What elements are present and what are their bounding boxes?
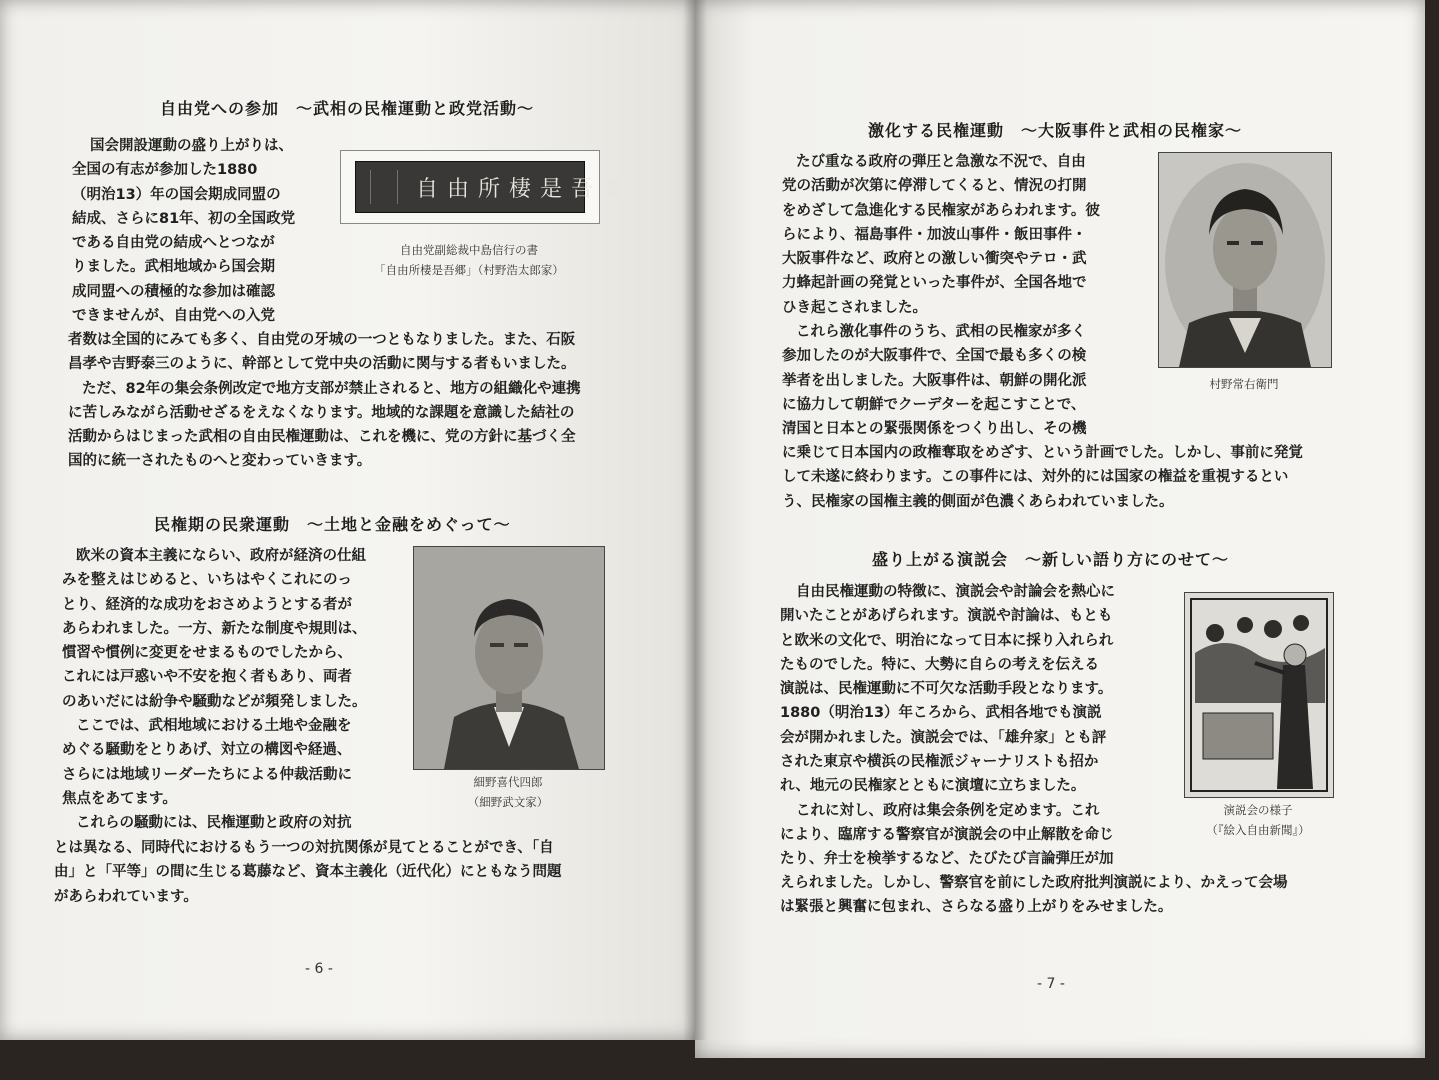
- text-line: 1880（明治13）年ころから、武相各地でも演説: [780, 705, 1102, 722]
- book-gutter: [683, 0, 707, 1040]
- section-body-gekika-full: [782, 441, 1303, 514]
- text-line: これには戸惑いや不安を抱く者もあり、両者: [62, 669, 352, 686]
- text-line: たり、弁士を検挙するなど、たびたび言論弾圧が加: [780, 851, 1114, 868]
- speech-meeting-drawing: [1185, 593, 1333, 797]
- text-line: とり、経済的な成功をおさめようとする者が: [62, 596, 352, 613]
- text-line: 成同盟への積極的な参加は確認: [72, 283, 275, 300]
- text-line: 全国の有志が参加した1880: [72, 162, 258, 179]
- text-line: 慣習や慣例に変更をせまるものでしたから、: [62, 645, 352, 662]
- text-line: さらには地域リーダーたちによる仲裁活動に: [62, 766, 352, 783]
- text-line: 演説は、民権運動に不可欠な活動手段となります。: [780, 681, 1113, 698]
- section-body-jiyuto-wrapped: [72, 134, 295, 328]
- text-line: 欧米の資本主義にならい、政府が経済の仕組: [76, 548, 366, 564]
- portrait-murano-caption: 村野常右衛門: [1209, 377, 1279, 391]
- section-body-jiyuto-full: [68, 328, 581, 474]
- text-line: う、民権家の国権主義的側面が色濃くあらわれていました。: [782, 493, 1174, 510]
- portrait-hosono-caption: 細野喜代四郎 （細野武文家）: [467, 775, 549, 809]
- text-line: をめざして急進化する民権家があらわれます。彼: [782, 202, 1100, 219]
- text-line: ただ、82年の集会条例改定で地方支部が禁止されると、地方の組織化や連携: [82, 380, 581, 397]
- page-number-7: - 7 -: [1037, 976, 1065, 992]
- text-line: 清国と日本との緊張関係をつくり出し、その機: [782, 421, 1087, 438]
- text-line: えられました。しかし、警察官を前にした政府批判演説により、かえって会場: [780, 875, 1288, 891]
- text-line: があらわれています。: [54, 888, 198, 905]
- text-line: 挙者を出しました。大阪事件は、朝鮮の開化派: [782, 372, 1087, 389]
- text-line: のあいだには紛争や騒動などが頻発しました。: [62, 693, 367, 710]
- text-line: 力蜂起計画の発覚といった事件が、全国各地で: [782, 275, 1087, 292]
- text-line: ここでは、武相地域における土地や金融を: [76, 718, 352, 735]
- text-line: あらわれました。一方、新たな制度や規則は、: [62, 620, 367, 637]
- text-line: して未遂に終わります。この事件には、対外的には国家の権益を重視するとい: [782, 469, 1289, 486]
- section-body-gekika-wrapped: [782, 150, 1100, 442]
- text-line: により、臨席する警察官が演説会の中止解散を命じ: [780, 826, 1114, 843]
- speech-meeting-caption: 演説会の様子 （『絵入自由新聞』）: [1206, 803, 1310, 837]
- text-line: これに対し、政府は集会条例を定めます。これ: [796, 802, 1100, 819]
- text-line: 参加したのが大阪事件で、全国で最も多くの検: [782, 348, 1087, 365]
- calligraphy-caption: 自由党副総裁中島信行の書 「自由所棲是吾郷」（村野浩太郎家）: [374, 243, 564, 277]
- text-line: （明治13）年の国会期成同盟の: [72, 186, 281, 203]
- text-line: は緊張と興奮に包まれ、さらなる盛り上がりをみせました。: [780, 899, 1173, 916]
- text-line: 自由民権運動の特徴に、演説会や討論会を熱心に: [796, 584, 1115, 600]
- calligraphy-text: 自由所棲是吾郷: [416, 177, 634, 202]
- text-line: 活動からはじまった武相の自由民権運動は、これを機に、党の方針に基づく全: [68, 429, 576, 446]
- section-heading-enzetsu: 盛り上がる演説会 ～新しい語り方にのせて～: [872, 550, 1230, 569]
- text-line: に苦しみながら活動せざるをえなくなります。地域的な課題を意識した結社の: [68, 404, 575, 421]
- text-line: りました。武相地域から国会期: [72, 259, 275, 276]
- text-line: ひき起こされました。: [782, 299, 927, 316]
- page-number-6: - 6 -: [305, 961, 333, 977]
- section-heading-gekika: 激化する民権運動 ～大阪事件と武相の民権家～: [868, 121, 1243, 140]
- text-line: 国的に統一されたものへと変わっていきます。: [68, 453, 372, 470]
- text-line: 者数は全国的にみても多く、自由党の牙城の一つともなりました。また、石阪: [68, 332, 576, 348]
- text-line: 結成、さらに81年、初の全国政党: [72, 210, 296, 227]
- text-line: これら激化事件のうち、武相の民権家が多く: [796, 324, 1086, 341]
- text-line: 由」と「平等」の間に生じる葛藤など、資本主義化（近代化）にともなう問題: [54, 864, 562, 881]
- section-body-minshu-wrapped: [62, 544, 367, 836]
- text-line: できませんが、自由党への入党: [72, 308, 275, 325]
- text-line: に乗じて日本国内の政権奪取をめざす、という計画でした。しかし、事前に発覚: [782, 445, 1303, 461]
- calligraphy-image: [340, 150, 634, 224]
- text-line: 党の活動が次第に停滞してくると、情況の打開: [782, 178, 1087, 195]
- portrait-hosono: [413, 546, 605, 770]
- section-heading-jiyuto: 自由党への参加 ～武相の民権運動と政党活動～: [160, 99, 535, 118]
- text-line: 大阪事件など、政府との激しい衝突やテロ・武: [782, 251, 1087, 268]
- text-line: 焦点をあてます。: [62, 790, 177, 807]
- text-line: 国会開設運動の盛り上がりは、: [90, 138, 293, 154]
- section-heading-minshu: 民権期の民衆運動 ～土地と金融をめぐって～: [154, 515, 511, 534]
- text-line: と欧米の文化で、明治になって日本に採り入れられ: [780, 632, 1114, 649]
- text-line: みを整えはじめると、いちはやくこれにのっ: [62, 572, 352, 589]
- text-line: らにより、福島事件・加波山事件・飯田事件・: [782, 226, 1087, 243]
- text-line: された東京や横浜の民権派ジャーナリストも招か: [780, 754, 1099, 771]
- speech-meeting-illustration: [1184, 592, 1334, 798]
- section-body-enzetsu-full: [780, 871, 1288, 920]
- text-line: これらの騒動には、民権運動と政府の対抗: [76, 815, 352, 832]
- portrait-murano-drawing: [1159, 153, 1331, 367]
- portrait-murano: [1158, 152, 1332, 368]
- text-line: 昌孝や吉野泰三のように、幹部として党中央の活動に関与する者もいました。: [68, 356, 576, 373]
- text-line: れ、地元の民権家とともに演壇に立ちました。: [780, 778, 1086, 795]
- text-line: 会が開かれました。演説会では、「雄弁家」とも評: [780, 729, 1107, 746]
- section-body-enzetsu-wrapped: [780, 580, 1115, 872]
- section-body-minshu-full: [54, 836, 562, 909]
- text-line: たものでした。特に、大勢に自らの考えを伝える: [780, 656, 1099, 673]
- text-line: に協力して朝鮮でクーデターを起こすことで、: [782, 396, 1086, 413]
- text-line: めぐる騒動をとりあげ、対立の構図や経過、: [62, 742, 352, 759]
- text-line: 開いたことがあげられます。演説や討論は、もとも: [780, 608, 1113, 625]
- text-line: である自由党の結成へとつなが: [72, 235, 275, 252]
- text-line: とは異なる、同時代におけるもう一つの対抗関係が見てとることができ、「自: [54, 840, 554, 856]
- text-line: たび重なる政府の弾圧と急激な不況で、自由: [796, 154, 1086, 170]
- portrait-hosono-drawing: [414, 547, 604, 769]
